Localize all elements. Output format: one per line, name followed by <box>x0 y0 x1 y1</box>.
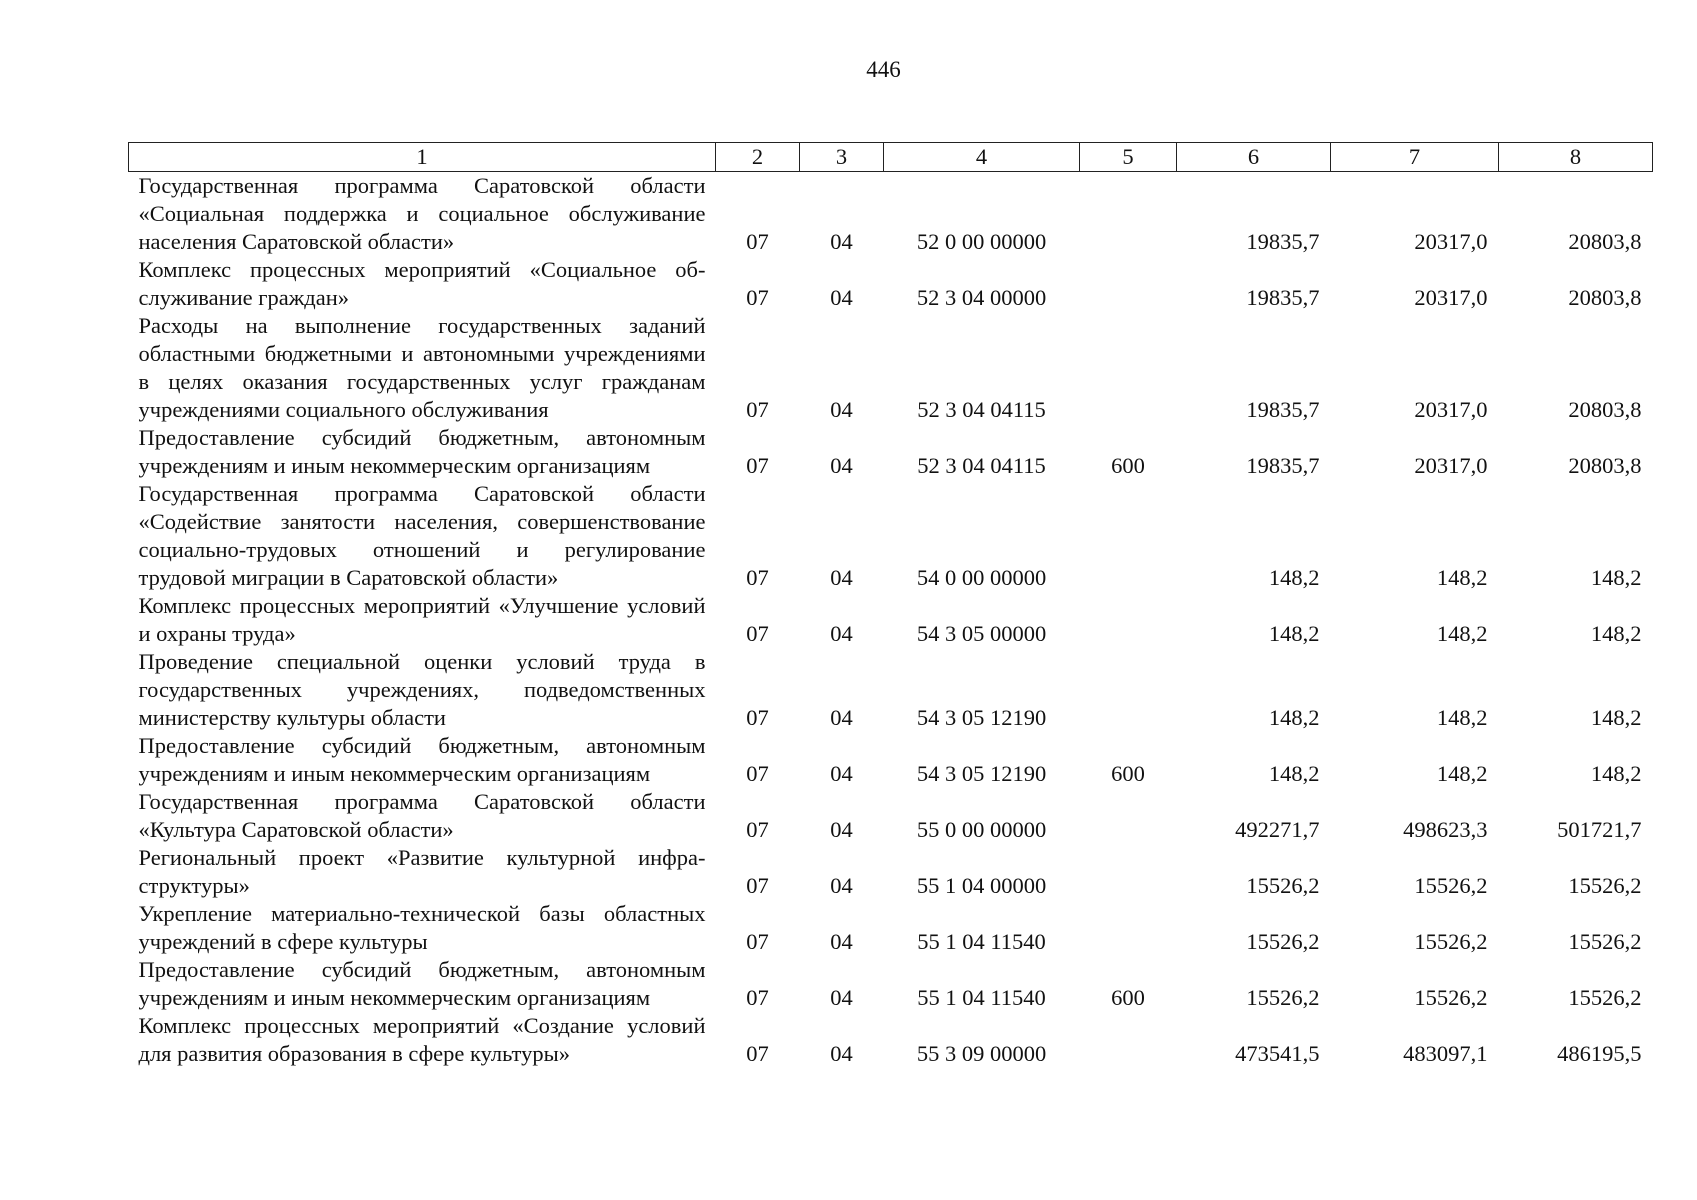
row-amount-year-2: 148,2 <box>1436 761 1488 786</box>
table-row <box>129 844 1653 900</box>
row-expense-type <box>1080 592 1177 648</box>
row-target-article: 55 1 04 11540 <box>917 929 1046 954</box>
row-amount-year-1: 148,2 <box>1268 565 1320 590</box>
row-target-article: 54 0 00 00000 <box>916 565 1047 590</box>
row-subsection-code: 04 <box>830 705 853 730</box>
table-row <box>129 1012 1653 1068</box>
row-expense-type <box>1080 480 1177 592</box>
row-amount-year-1: 148,2 <box>1268 705 1320 730</box>
row-subsection-code: 04 <box>830 985 853 1010</box>
row-amount-year-2: 15526,2 <box>1414 985 1488 1010</box>
row-amount-year-2: 20317,0 <box>1414 229 1488 254</box>
row-name: Расходы на выполнение государственных заданий областными бюджетными и автономными учреждениями в целях оказания государственных услуг гражданам учреждениями социального обслуживания <box>138 313 706 422</box>
row-expense-type: 600 <box>1111 985 1145 1010</box>
row-amount-year-1: 148,2 <box>1268 761 1320 786</box>
header-col-6: 6 <box>1177 143 1331 172</box>
table-header <box>129 143 1653 172</box>
row-subsection-code: 04 <box>830 1041 853 1066</box>
table-row <box>129 788 1653 844</box>
row-section-code: 07 <box>746 873 769 898</box>
row-amount-year-1: 19835,7 <box>1246 397 1320 422</box>
row-name: Государственная программа Саратовской области «Социальная поддержка и социальное обслуживание населения Саратовской области» <box>138 173 706 254</box>
row-section-code: 07 <box>746 565 769 590</box>
row-amount-year-3: 20803,8 <box>1568 285 1642 310</box>
budget-table <box>128 142 1653 1068</box>
row-expense-type <box>1080 312 1177 424</box>
table-row <box>129 592 1653 648</box>
row-amount-year-1: 15526,2 <box>1246 985 1320 1010</box>
row-amount-year-3: 148,2 <box>1590 565 1642 590</box>
row-name: Региональный проект «Развитие культурной инфраструктуры» <box>138 845 706 898</box>
row-section-code: 07 <box>746 761 769 786</box>
row-amount-year-3: 148,2 <box>1590 705 1642 730</box>
row-name: Предоставление субсидий бюджетным, автономным учреждениям и иным некоммерческим организациям <box>138 957 706 1010</box>
row-name: Проведение специальной оценки условий труда в государственных учреждениях, подведомственных министерству культуры области <box>138 649 706 730</box>
row-target-article: 54 3 05 12190 <box>916 761 1047 786</box>
table-row <box>129 648 1653 732</box>
table-row <box>129 480 1653 592</box>
row-section-code: 07 <box>746 621 769 646</box>
row-target-article: 55 3 09 00000 <box>916 1041 1047 1066</box>
header-col-7: 7 <box>1331 143 1499 172</box>
table-row <box>129 256 1653 312</box>
row-amount-year-2: 498623,3 <box>1403 817 1488 842</box>
table-row <box>129 956 1653 1012</box>
row-subsection-code: 04 <box>830 565 853 590</box>
row-amount-year-2: 20317,0 <box>1414 453 1488 478</box>
table-row <box>129 312 1653 424</box>
row-subsection-code: 04 <box>830 285 853 310</box>
row-subsection-code: 04 <box>830 817 853 842</box>
row-subsection-code: 04 <box>830 761 853 786</box>
row-name: Комплекс процессных мероприятий «Социальное обслуживание граждан» <box>138 257 706 310</box>
row-target-article: 54 3 05 12190 <box>916 705 1047 730</box>
row-amount-year-1: 148,2 <box>1268 621 1320 646</box>
row-target-article: 55 0 00 00000 <box>916 817 1047 842</box>
row-section-code: 07 <box>746 229 769 254</box>
row-amount-year-1: 492271,7 <box>1235 817 1320 842</box>
row-target-article: 54 3 05 00000 <box>916 621 1047 646</box>
row-subsection-code: 04 <box>830 873 853 898</box>
row-target-article: 55 1 04 00000 <box>916 873 1047 898</box>
row-name: Государственная программа Саратовской области «Содействие занятости населения, совершенствование социально-трудовых отношений и регулирование трудовой миграции в Саратовской области» <box>138 481 706 590</box>
row-amount-year-3: 501721,7 <box>1557 817 1642 842</box>
row-subsection-code: 04 <box>830 229 853 254</box>
row-amount-year-3: 20803,8 <box>1568 453 1642 478</box>
header-row <box>129 143 1653 172</box>
row-section-code: 07 <box>746 397 769 422</box>
row-amount-year-2: 15526,2 <box>1414 929 1488 954</box>
row-amount-year-1: 15526,2 <box>1246 873 1320 898</box>
row-amount-year-1: 19835,7 <box>1246 453 1320 478</box>
row-expense-type <box>1080 900 1177 956</box>
row-amount-year-3: 20803,8 <box>1568 229 1642 254</box>
header-col-5: 5 <box>1080 143 1177 172</box>
table-row <box>129 732 1653 788</box>
row-target-article: 55 1 04 11540 <box>917 985 1046 1010</box>
row-target-article: 52 3 04 00000 <box>916 285 1047 310</box>
row-amount-year-2: 483097,1 <box>1403 1041 1488 1066</box>
header-col-8: 8 <box>1499 143 1653 172</box>
row-section-code: 07 <box>746 817 769 842</box>
row-amount-year-2: 20317,0 <box>1414 285 1488 310</box>
row-subsection-code: 04 <box>830 929 853 954</box>
row-target-article: 52 3 04 04115 <box>917 453 1046 478</box>
row-expense-type <box>1080 788 1177 844</box>
table-row <box>129 172 1653 257</box>
row-amount-year-2: 148,2 <box>1436 565 1488 590</box>
row-section-code: 07 <box>746 705 769 730</box>
header-col-4: 4 <box>884 143 1080 172</box>
row-subsection-code: 04 <box>830 397 853 422</box>
row-amount-year-1: 19835,7 <box>1246 285 1320 310</box>
row-amount-year-2: 20317,0 <box>1414 397 1488 422</box>
row-section-code: 07 <box>746 1041 769 1066</box>
row-expense-type: 600 <box>1111 453 1145 478</box>
row-section-code: 07 <box>746 453 769 478</box>
row-expense-type <box>1080 844 1177 900</box>
row-amount-year-2: 148,2 <box>1436 705 1488 730</box>
row-name: Комплекс процессных мероприятий «Улучшение условий и охраны труда» <box>138 593 706 646</box>
row-expense-type: 600 <box>1111 761 1145 786</box>
row-amount-year-3: 15526,2 <box>1568 873 1642 898</box>
header-col-2: 2 <box>716 143 800 172</box>
row-amount-year-2: 148,2 <box>1436 621 1488 646</box>
row-subsection-code: 04 <box>830 621 853 646</box>
row-amount-year-1: 19835,7 <box>1246 229 1320 254</box>
header-col-1: 1 <box>129 143 716 172</box>
row-expense-type <box>1080 648 1177 732</box>
row-name: Государственная программа Саратовской области «Культура Саратовской области» <box>138 789 706 842</box>
row-amount-year-3: 15526,2 <box>1568 929 1642 954</box>
row-name: Предоставление субсидий бюджетным, автономным учреждениям и иным некоммерческим организациям <box>138 733 706 786</box>
row-amount-year-1: 473541,5 <box>1235 1041 1320 1066</box>
row-name: Предоставление субсидий бюджетным, автономным учреждениям и иным некоммерческим организациям <box>138 425 706 478</box>
row-amount-year-3: 20803,8 <box>1568 397 1642 422</box>
row-expense-type <box>1080 172 1177 257</box>
row-section-code: 07 <box>746 285 769 310</box>
row-amount-year-2: 15526,2 <box>1414 873 1488 898</box>
row-name: Комплекс процессных мероприятий «Создание условий для развития образования в сфере культуры» <box>138 1013 706 1066</box>
row-amount-year-1: 15526,2 <box>1246 929 1320 954</box>
row-section-code: 07 <box>746 985 769 1010</box>
row-name: Укрепление материально-технической базы областных учреждений в сфере культуры <box>138 901 706 954</box>
row-expense-type <box>1080 1012 1177 1068</box>
page-number: 446 <box>866 57 901 82</box>
row-amount-year-3: 486195,5 <box>1557 1041 1642 1066</box>
row-amount-year-3: 15526,2 <box>1568 985 1642 1010</box>
row-amount-year-3: 148,2 <box>1590 761 1642 786</box>
row-section-code: 07 <box>746 929 769 954</box>
table-body <box>129 172 1653 1069</box>
header-col-3: 3 <box>800 143 884 172</box>
table-row <box>129 424 1653 480</box>
row-expense-type <box>1080 256 1177 312</box>
table-row <box>129 900 1653 956</box>
row-subsection-code: 04 <box>830 453 853 478</box>
row-amount-year-3: 148,2 <box>1590 621 1642 646</box>
row-target-article: 52 0 00 00000 <box>916 229 1047 254</box>
row-target-article: 52 3 04 04115 <box>917 397 1046 422</box>
